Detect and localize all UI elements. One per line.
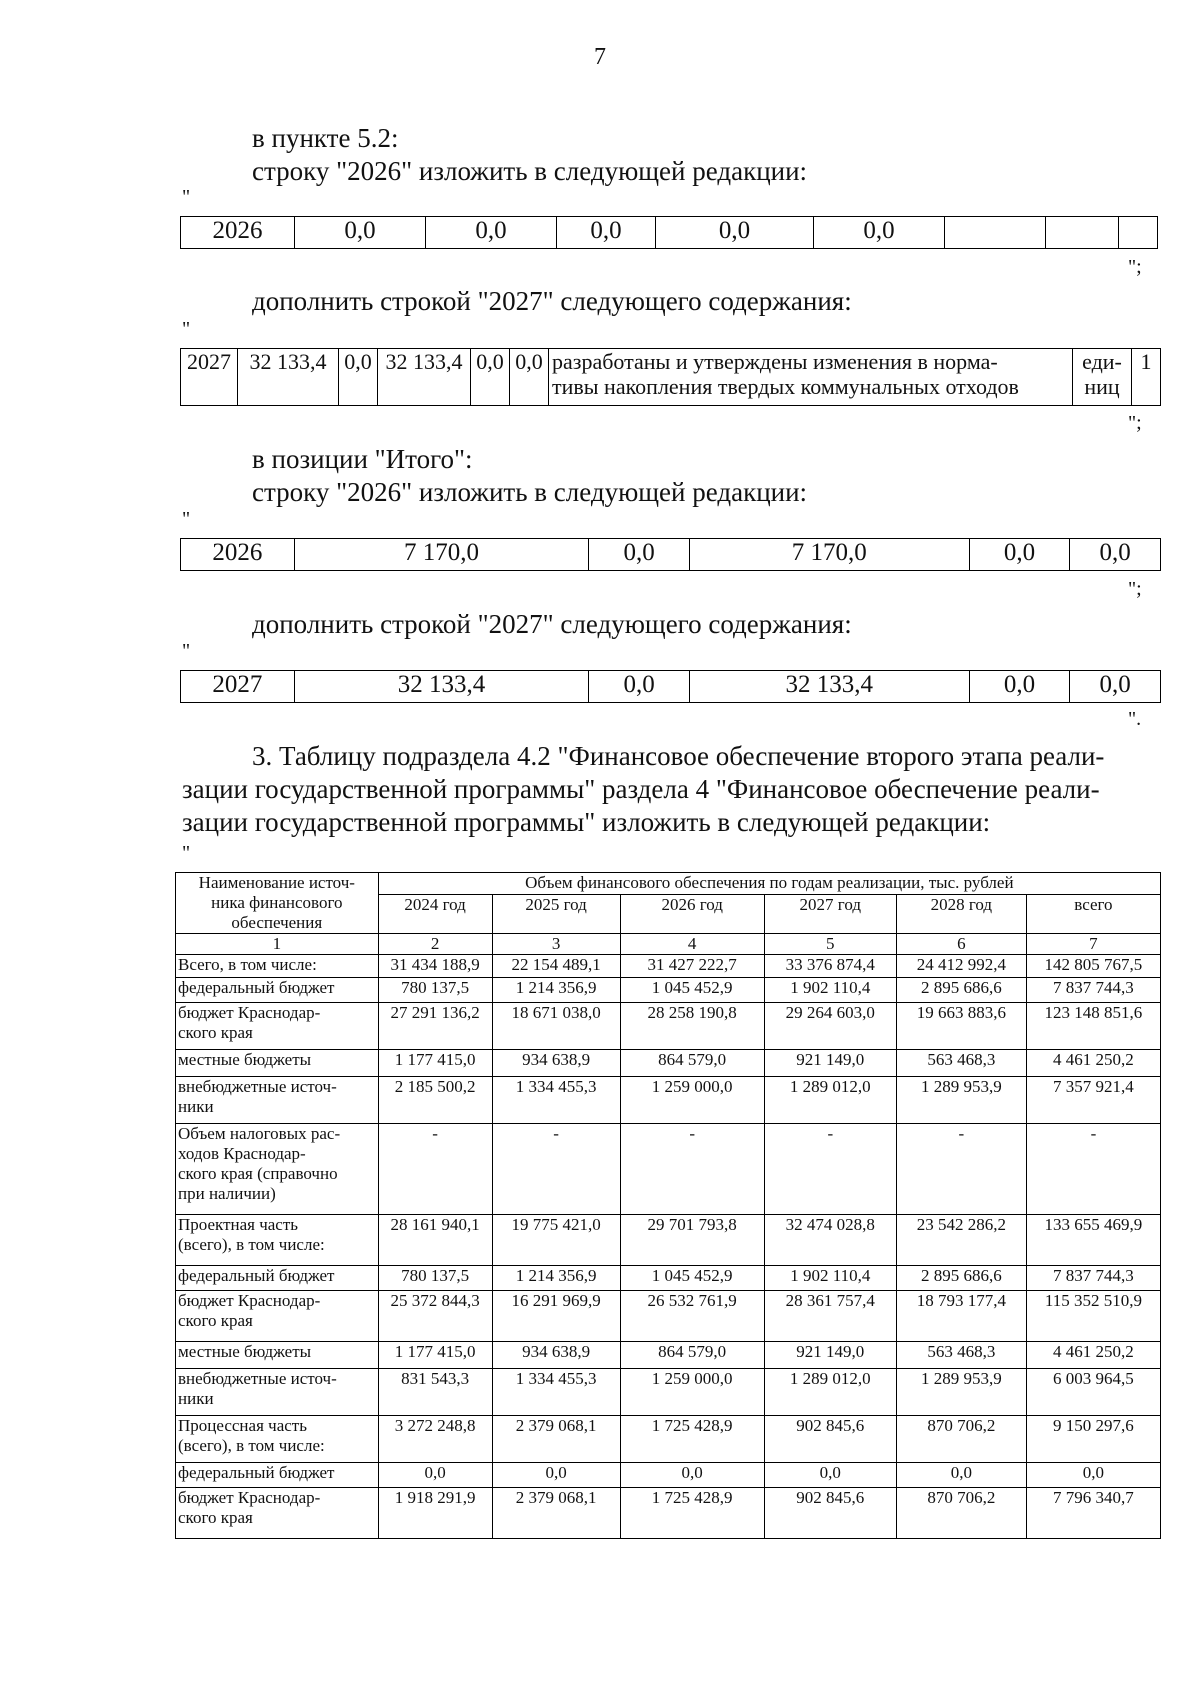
column-number: 1 [176,934,379,955]
value-cell: 1 289 012,0 [764,1369,896,1416]
table-cell: 0,0 [969,671,1070,703]
table-row [176,1266,1161,1291]
value-cell: 18 671 038,0 [492,1003,620,1050]
value-cell: 29 264 603,0 [764,1003,896,1050]
value-cell: 25 372 844,3 [378,1291,492,1342]
page-number: 7 [594,44,606,70]
open-quote: " [182,186,191,208]
value-cell: 1 177 415,0 [378,1342,492,1369]
header-total: всего [1026,895,1160,934]
row-label-line: Проектная часть [178,1215,299,1234]
row-label-line: федеральный бюджет [178,1266,335,1285]
value-cell: 9 150 297,6 [1026,1416,1160,1463]
value-cell: - [896,1124,1026,1215]
value-cell: 7 357 921,4 [1026,1077,1160,1124]
table-cell: 0,0 [295,217,426,249]
value-cell: 31 434 188,9 [378,955,492,978]
close-quote-1: "; [1128,256,1142,278]
row-label-line: (всего), в том числе: [178,1436,325,1455]
table-row-2026-subitem [180,216,1158,249]
row-label-line: ники [178,1097,214,1116]
value-cell: 16 291 969,9 [492,1291,620,1342]
row-label [176,1488,379,1539]
column-number-row [176,934,1161,955]
table-cell: 2026 [181,217,295,249]
value-cell: 22 154 489,1 [492,955,620,978]
row-label-line: бюджет Краснодар- [178,1003,321,1022]
row-label-line: бюджет Краснодар- [178,1291,321,1310]
value-cell: 6 003 964,5 [1026,1369,1160,1416]
table-cell: 7 170,0 [294,539,589,571]
header-year: 2026 год [620,895,764,934]
table-cell: 32 133,4 [238,349,339,406]
value-cell: 19 775 421,0 [492,1215,620,1266]
table-row [176,1077,1161,1124]
row-label [176,1369,379,1416]
value-cell: 934 638,9 [492,1050,620,1077]
table-row [176,1291,1161,1342]
table-row [176,1416,1161,1463]
table-row [176,1369,1161,1416]
row-label [176,1342,379,1369]
close-quote-4: ". [1128,708,1142,730]
table-row [176,1463,1161,1488]
value-cell: 28 258 190,8 [620,1003,764,1050]
row-label-line: местные бюджеты [178,1342,312,1361]
open-quote: " [182,318,191,340]
add-2027-text-a: дополнить строкой "2027" следующего содержания: [252,286,852,316]
table-cell [945,217,1046,249]
itogo-line-1: в позиции "Итого": [252,444,473,474]
value-cell: 1 902 110,4 [764,978,896,1003]
table-row-2026-total [180,538,1161,571]
table-row [181,671,1161,703]
value-cell: 1 289 012,0 [764,1077,896,1124]
table-cell: 0,0 [1070,671,1161,703]
value-cell: 1 725 428,9 [620,1416,764,1463]
column-number: 2 [378,934,492,955]
open-quote: " [182,640,191,662]
table-cell: 0,0 [969,539,1070,571]
table-cell: 0,0 [339,349,378,406]
value-cell: 1 334 455,3 [492,1077,620,1124]
value-cell: 7 837 744,3 [1026,978,1160,1003]
table-row [181,539,1161,571]
header-source-line: обеспечения [231,913,323,932]
value-cell: 864 579,0 [620,1050,764,1077]
row-label-line: при наличии) [178,1184,276,1203]
row-label-line: бюджет Краснодар- [178,1488,321,1507]
value-cell: 1 045 452,9 [620,978,764,1003]
value-cell: 870 706,2 [896,1416,1026,1463]
value-cell: 31 427 222,7 [620,955,764,978]
column-number: 6 [896,934,1026,955]
value-cell: 902 845,6 [764,1416,896,1463]
value-cell: 780 137,5 [378,978,492,1003]
row-label [176,1463,379,1488]
row-label [176,1124,379,1215]
value-cell: 934 638,9 [492,1342,620,1369]
row-label [176,1077,379,1124]
value-cell: 7 837 744,3 [1026,1266,1160,1291]
header-year: 2024 год [378,895,492,934]
close-quote-2: "; [1128,412,1142,434]
description-line: тивы накопления твердых коммунальных отходов [552,374,1019,399]
table-cell [1046,217,1119,249]
table-cell: 0,0 [510,349,549,406]
row-label-line: ники [178,1389,214,1408]
table-cell: 0,0 [656,217,814,249]
value-cell: - [492,1124,620,1215]
value-cell: 1 289 953,9 [896,1077,1026,1124]
value-cell: 1 177 415,0 [378,1050,492,1077]
row-label-line: Всего, в том числе: [178,955,317,974]
table-row [176,1215,1161,1266]
row-label-line: (всего), в том числе: [178,1235,325,1254]
value-cell: 24 412 992,4 [896,955,1026,978]
table-cell: 32 133,4 [294,671,589,703]
value-cell: 18 793 177,4 [896,1291,1026,1342]
row-label-line: внебюджетные источ- [178,1077,337,1096]
value-cell: 0,0 [620,1463,764,1488]
table-cell-description [549,349,1073,406]
row-label-line: ского края [178,1508,253,1527]
value-cell: 26 532 761,9 [620,1291,764,1342]
row-label [176,1003,379,1050]
value-cell: 1 045 452,9 [620,1266,764,1291]
value-cell: 0,0 [896,1463,1026,1488]
value-cell: 19 663 883,6 [896,1003,1026,1050]
value-cell: 1 259 000,0 [620,1369,764,1416]
value-cell: 123 148 851,6 [1026,1003,1160,1050]
value-cell: 1 725 428,9 [620,1488,764,1539]
row-label [176,955,379,978]
description-line: разработаны и утверждены изменения в норма- [552,349,998,374]
unit-line: еди- [1082,349,1122,374]
table-row [176,1342,1161,1369]
column-number: 4 [620,934,764,955]
paragraph-line: 3. Таблицу подраздела 4.2 "Финансовое обеспечение второго этапа реали- [252,741,1105,771]
value-cell: 27 291 136,2 [378,1003,492,1050]
row-label [176,1266,379,1291]
value-cell: 23 542 286,2 [896,1215,1026,1266]
row-label-line: федеральный бюджет [178,978,335,997]
value-cell: 864 579,0 [620,1342,764,1369]
table-row [176,1050,1161,1077]
header-volume: Объем финансового обеспечения по годам реализации, тыс. рублей [378,873,1160,895]
value-cell: 0,0 [1026,1463,1160,1488]
table-cell: 7 170,0 [689,539,969,571]
header-year: 2027 год [764,895,896,934]
add-2027-text-b: дополнить строкой "2027" следующего содержания: [252,609,852,639]
value-cell: 2 895 686,6 [896,1266,1026,1291]
intro-line-2: строку "2026" изложить в следующей редакции: [252,156,808,186]
row-label [176,1215,379,1266]
value-cell: - [620,1124,764,1215]
value-cell: 0,0 [492,1463,620,1488]
intro-line-1: в пункте 5.2: [252,123,399,153]
value-cell: 28 161 940,1 [378,1215,492,1266]
value-cell: 2 379 068,1 [492,1488,620,1539]
row-label-line: местные бюджеты [178,1050,312,1069]
value-cell: 1 259 000,0 [620,1077,764,1124]
table-row [181,217,1158,249]
value-cell: 115 352 510,9 [1026,1291,1160,1342]
table-row-2027-subitem [180,348,1161,406]
table-row [176,1003,1161,1050]
value-cell: 1 918 291,9 [378,1488,492,1539]
row-label [176,978,379,1003]
value-cell: 1 289 953,9 [896,1369,1026,1416]
value-cell: 142 805 767,5 [1026,955,1160,978]
open-quote: " [182,842,191,864]
row-label [176,1291,379,1342]
row-label-line: ского края [178,1023,253,1042]
value-cell: 1 214 356,9 [492,1266,620,1291]
value-cell: 0,0 [378,1463,492,1488]
value-cell: 2 185 500,2 [378,1077,492,1124]
value-cell: 4 461 250,2 [1026,1050,1160,1077]
value-cell: 29 701 793,8 [620,1215,764,1266]
value-cell: 902 845,6 [764,1488,896,1539]
table-row [176,955,1161,978]
table-row [176,1488,1161,1539]
value-cell: 563 468,3 [896,1050,1026,1077]
table-cell: 0,0 [589,671,690,703]
value-cell: 28 361 757,4 [764,1291,896,1342]
table-cell: 32 133,4 [689,671,969,703]
value-cell: 870 706,2 [896,1488,1026,1539]
paragraph-line: зации государственной программы" раздела 4 "Финансовое обеспечение реали- [182,774,1100,804]
value-cell: 921 149,0 [764,1342,896,1369]
value-cell: 780 137,5 [378,1266,492,1291]
table-header-row [176,873,1161,895]
table-cell: 0,0 [1070,539,1161,571]
value-cell: 7 796 340,7 [1026,1488,1160,1539]
row-label-line: ского края (справочно [178,1164,338,1183]
row-label-line: федеральный бюджет [178,1463,335,1482]
table-cell: 0,0 [589,539,690,571]
table-cell: 2026 [181,539,295,571]
close-quote-3: "; [1128,578,1142,600]
value-cell: 32 474 028,8 [764,1215,896,1266]
header-year: 2028 год [896,895,1026,934]
value-cell: 133 655 469,9 [1026,1215,1160,1266]
value-cell: 1 902 110,4 [764,1266,896,1291]
value-cell: 1 214 356,9 [492,978,620,1003]
header-source-line: ника финансового [211,893,343,912]
paragraph-3 [182,740,1182,839]
value-cell: 2 895 686,6 [896,978,1026,1003]
value-cell: 563 468,3 [896,1342,1026,1369]
value-cell: 1 334 455,3 [492,1369,620,1416]
open-quote: " [182,508,191,530]
value-cell: 33 376 874,4 [764,955,896,978]
value-cell: 0,0 [764,1463,896,1488]
column-number: 3 [492,934,620,955]
table-row [176,978,1161,1003]
row-label-line: ского края [178,1311,253,1330]
column-number: 7 [1026,934,1160,955]
table-cell: 1 [1132,349,1161,406]
value-cell: 3 272 248,8 [378,1416,492,1463]
financing-table [175,872,1161,1539]
table-cell: 0,0 [426,217,557,249]
table-cell [1119,217,1158,249]
table-row [176,1124,1161,1215]
table-cell: 2027 [181,349,238,406]
row-label [176,1050,379,1077]
header-year: 2025 год [492,895,620,934]
header-source [176,873,379,934]
table-cell-unit [1073,349,1132,406]
row-label-line: ходов Краснодар- [178,1144,306,1163]
table-cell: 0,0 [471,349,510,406]
table-cell: 32 133,4 [378,349,471,406]
column-number: 5 [764,934,896,955]
table-cell: 0,0 [557,217,656,249]
row-label-line: внебюджетные источ- [178,1369,337,1388]
itogo-line-2: строку "2026" изложить в следующей редакции: [252,477,808,507]
paragraph-line: зации государственной программы" изложить в следующей редакции: [182,807,991,837]
table-cell: 0,0 [814,217,945,249]
table-cell: 2027 [181,671,295,703]
value-cell: 2 379 068,1 [492,1416,620,1463]
unit-line: ниц [1084,374,1120,399]
row-label [176,1416,379,1463]
row-label-line: Объем налоговых рас- [178,1124,341,1143]
header-source-line: Наименование источ- [198,873,355,892]
table-row-2027-total [180,670,1161,703]
value-cell: - [764,1124,896,1215]
value-cell: - [378,1124,492,1215]
value-cell: 831 543,3 [378,1369,492,1416]
row-label-line: Процессная часть [178,1416,307,1435]
value-cell: 4 461 250,2 [1026,1342,1160,1369]
value-cell: - [1026,1124,1160,1215]
table-row [181,349,1161,406]
value-cell: 921 149,0 [764,1050,896,1077]
